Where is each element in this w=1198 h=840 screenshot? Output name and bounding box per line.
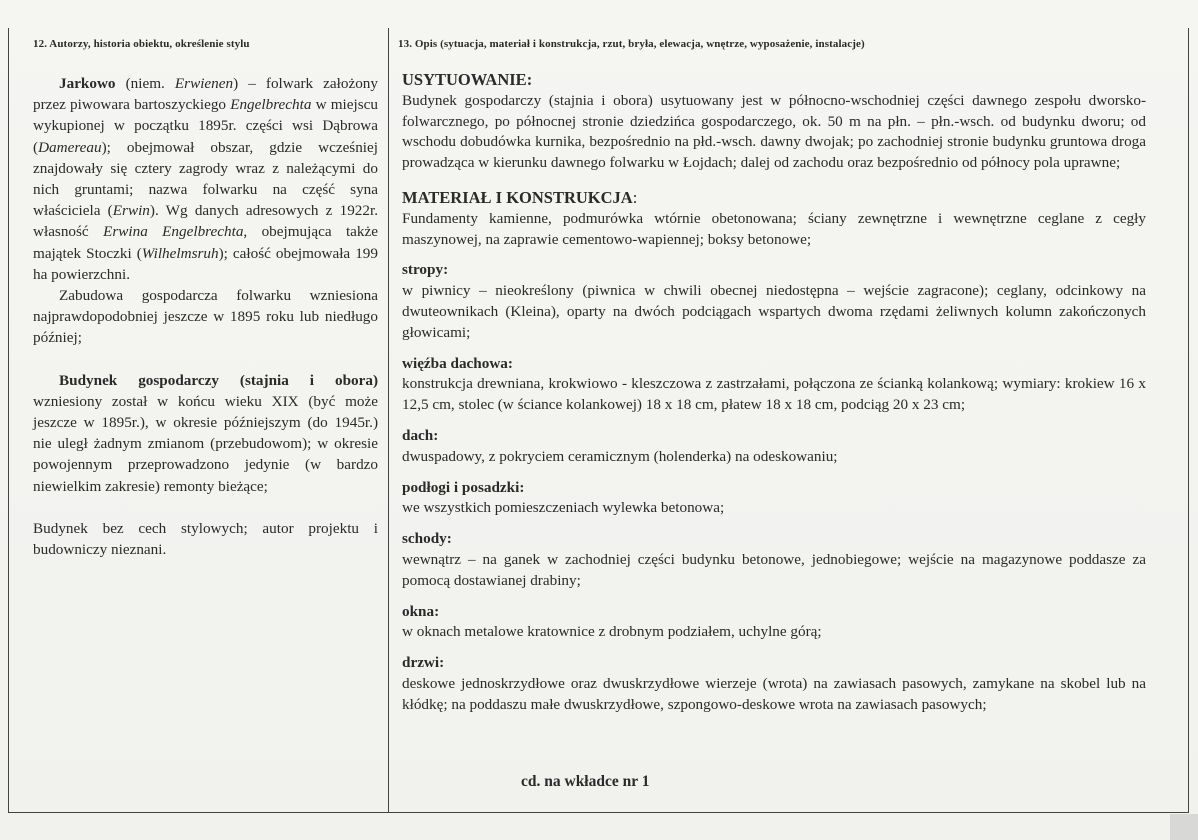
text-span: ). Wg danych adresowych z 1922r. własność [33,202,379,241]
history-paragraph-3 [33,370,378,497]
okna-title: okna: [402,602,440,620]
section-schody [402,529,1146,591]
text-span: wzniesiony został w końcu wieku XIX (być może jeszcze w 1895r.), w okresie późniejszym (do 1945r.) nie uległ żadnym zmianom (przebudowom); w okresie powojennym przeprowadzono jedynie (w bardzo niewielkim zakresie) remonty bieżące; [33,392,378,495]
drzwi-text: deskowe jednoskrzydłowe oraz dwuskrzydłowe wierzeje (wrota) na zawiasach pasowych, zamykane na skobel lub na kłódkę; na poddaszu małe dwuskrzydłowe, szpongowo-deskowe wrota na zawiasach pasowych; [402,674,1146,713]
history-column [33,73,378,560]
section-12-header: 12. Autorzy, historia obiektu, określenie stylu [33,38,250,50]
podlogi-text: we wszystkich pomieszczeniach wylewka betonowa; [402,499,725,517]
okna-text: w oknach metalowe kratownice z drobnym podziałem, uchylne górą; [402,623,822,641]
owner-name: Erwina Engelbrechta [103,223,244,241]
text-span: w miejscu wykupionej w początku 1895r. części wsi Dąbrowa ( [33,96,378,156]
text-span: ) – folwark założony przez piwowara bartoszyckiego [33,75,378,114]
text-span: ); całość obejmowała 199 ha powierzchni. [33,244,378,283]
son-name: Erwin [112,202,150,220]
material-text: Fundamenty kamienne, podmurówka wtórnie obetonowana; ściany zewnętrzne i wewnętrzne ceglane z cegły maszynowej, na zaprawie cementowo-wapiennej; boksy betonowe; [402,209,1146,248]
right-border-line [1188,28,1189,812]
history-paragraph-4: Budynek bez cech stylowych; autor projektu i budowniczy nieznani. [33,519,378,559]
section-drzwi [402,653,1146,715]
section-wiezba [402,354,1146,416]
founder-name: Engelbrechta [230,96,312,114]
column-divider-line [388,28,389,812]
dach-title: dach: [402,426,439,444]
estate-german-name: Wilhelmsruh [141,244,219,262]
material-title-colon: : [632,187,638,207]
building-name: Budynek gospodarczy (stajnia i obora) [59,371,378,389]
german-village-name: Damereau [38,138,102,156]
schody-title: schody: [402,530,452,548]
text-span: ); obejmował obszar, gdzie wcześniej znajdowały się cztery zagrody wraz z należącymi do nich gruntami; nazwa folwarku na część syna właściciela ( [33,138,378,220]
place-name: Jarkowo [59,75,116,92]
wiezba-text: konstrukcja drewniana, krokwiowo - kleszczowa z zastrzałami, połączona ze ścianką kolankową; wymiary: krokiew 16 x 12,5 cm, stolec (w ściance kolankowej) 18 x 18 cm, płatew 18 x 18 cm, podciąg 20 x 23 cm; [402,375,1146,414]
usytuowanie-text: Budynek gospodarczy (stajnia i obora) usytuowany jest w północno-wschodniej części dawnego zespołu dworsko-folwarcznego, po północnej stronie dziedzińca gospodarczego, ok. 50 m na płn. – płn.-wsch. od budynku dworu; od wschodu dobudówka kurnika, bezpośrednio na płd.-wsch. dawny dwojak; po zachodniej stronie budynku gruntowa droga prowadząca w kierunku dawnego folwarku w Łojdach; dalej od zachodu oraz bezpośrednio od północy pola uprawne; [402,91,1146,172]
section-13-header: 13. Opis (sytuacja, materiał i konstrukcja, rzut, bryła, elewacja, wnętrze, wyposażenie, instalacje) [398,38,865,50]
text-span: (niem. [115,75,175,92]
history-paragraph-2: Zabudowa gospodarcza folwarku wzniesiona najprawdopodobniej jeszcze w 1895 roku lub niedługo później; [33,287,378,347]
wiezba-title: więźba dachowa: [402,354,513,372]
section-material [402,188,1146,250]
material-title-text: MATERIAŁ I KONSTRUKCJA [402,187,633,207]
material-title [402,188,1146,209]
drzwi-title: drzwi: [402,654,445,672]
continuation-note: cd. na wkładce nr 1 [521,773,650,790]
podlogi-title: podłogi i posadzki: [402,478,525,496]
section-usytuowanie [402,70,1146,174]
usytuowanie-title: USYTUOWANIE: [402,70,533,89]
left-border-line [8,28,9,812]
scan-edge-mark [1170,814,1198,840]
section-podlogi [402,478,1146,520]
schody-text: wewnątrz – na ganek w zachodniej części budynku betonowe, jednobiegowe; wejście na magazynowe poddasze za pomocą dostawianej drabiny; [402,550,1146,589]
history-paragraph-1 [33,73,378,285]
stropy-title: stropy: [402,261,449,279]
section-dach [402,426,1146,468]
stropy-text: w piwnicy – nieokreślony (piwnica w chwili obecnej niedostępna – wejście zagracone); ceglany, odcinkowy na dwuteownikach (Kleina), oparty na dwóch podciągach wspartych dwoma rzędami żeliwnych kolumn zakończonych głowicami; [402,282,1146,341]
bottom-border-line [8,812,1189,813]
german-name: Erwienen [174,75,234,92]
section-okna [402,602,1146,644]
section-stropy [402,260,1146,343]
description-column [402,70,1146,726]
text-span: , obejmująca także majątek Stoczki ( [33,223,378,262]
dach-text: dwuspadowy, z pokryciem ceramicznym (holenderka) na odeskowaniu; [402,447,838,465]
